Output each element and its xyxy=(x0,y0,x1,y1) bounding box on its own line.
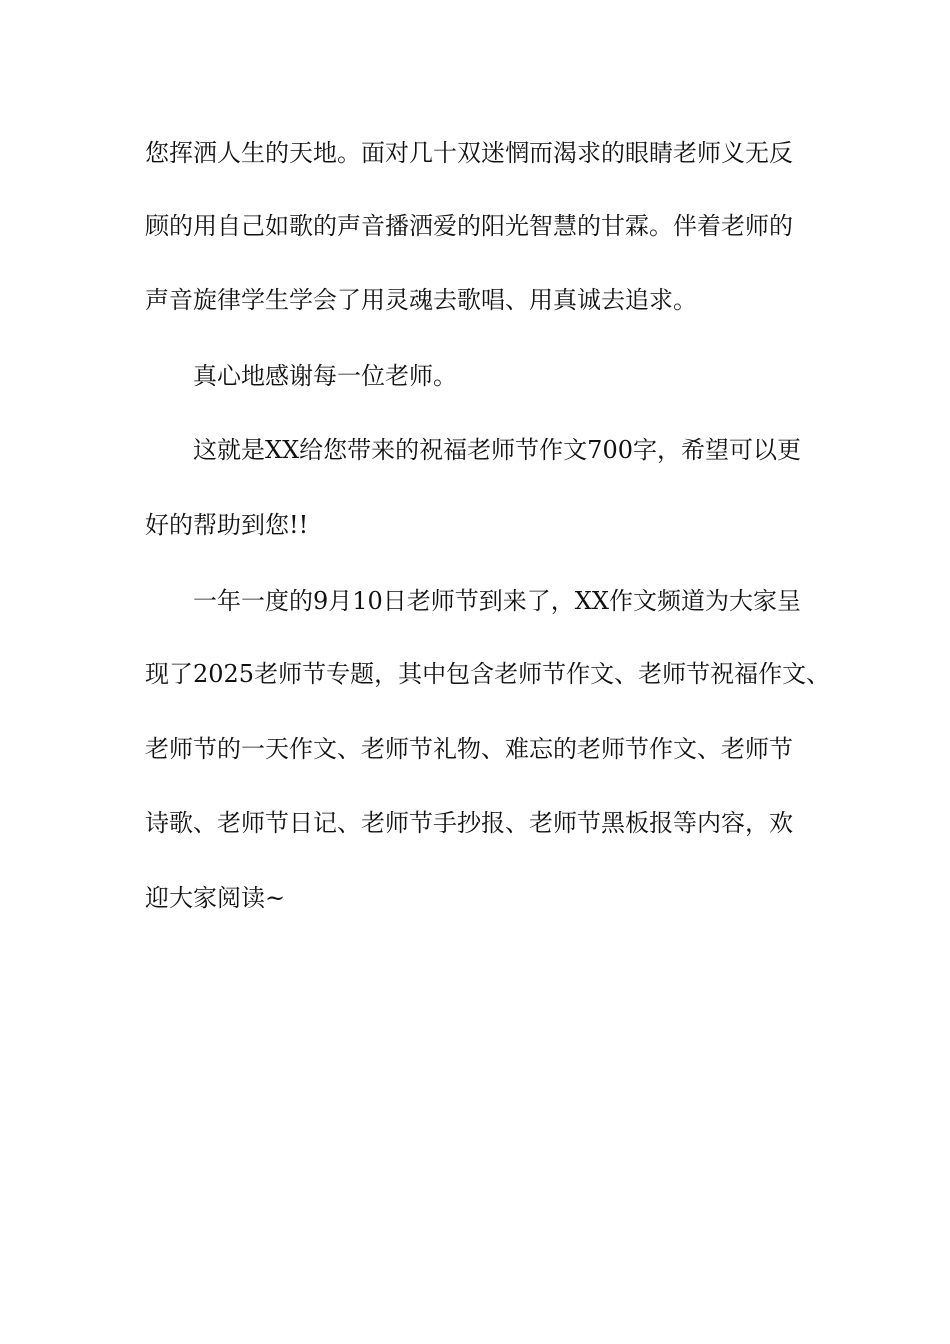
text-line: 您挥洒人生的天地。面对几十双迷惘而渴求的眼睛老师义无反 xyxy=(145,139,793,167)
text-line: 老师节的一天作文、老师节礼物、难忘的老师节作文、老师节 xyxy=(145,735,793,763)
text-line: 真心地感谢每一位老师。 xyxy=(193,362,457,390)
text-line: 迎大家阅读~ xyxy=(145,884,286,912)
text-line: 一年一度的9月10日老师节到来了，XX作文频道为大家呈 xyxy=(193,587,801,615)
text-line: 诗歌、老师节日记、老师节手抄报、老师节黑板报等内容，欢 xyxy=(145,809,793,837)
text-line: 好的帮助到您!! xyxy=(145,511,309,539)
text-line: 现了2025老师节专题，其中包含老师节作文、老师节祝福作文、 xyxy=(145,660,831,688)
text-line: 顾的用自己如歌的声音播洒爱的阳光智慧的甘霖。伴着老师的 xyxy=(145,212,793,240)
text-line: 声音旋律学生学会了用灵魂去歌唱、用真诚去追求。 xyxy=(145,286,697,314)
text-line: 这就是XX给您带来的祝福老师节作文700字，希望可以更 xyxy=(193,436,801,464)
